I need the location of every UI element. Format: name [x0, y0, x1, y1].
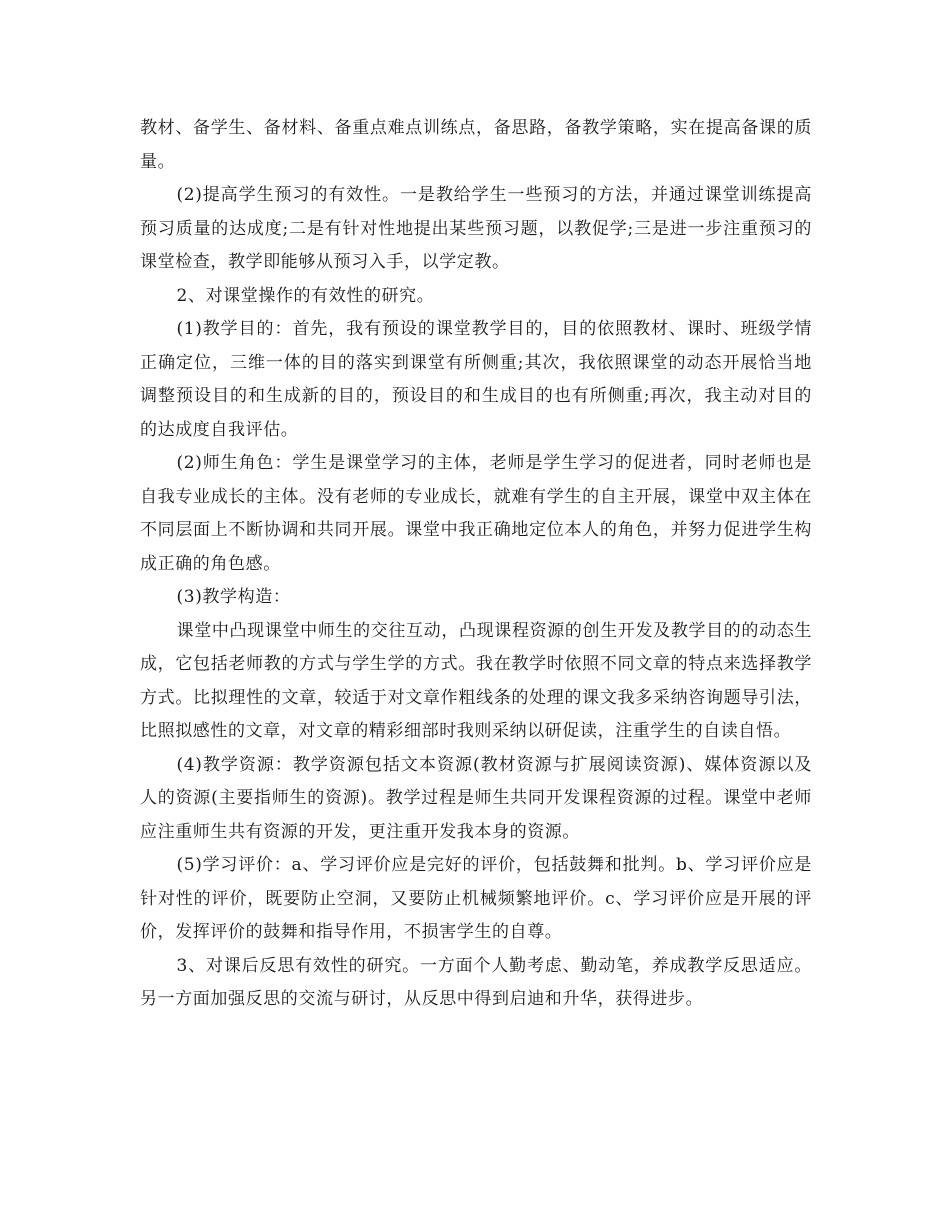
paragraph-8: (4)教学资源：教学资源包括文本资源(教材资源与扩展阅读资源)、媒体资源以及人的资源(主要指师生的资源)。教学过程是师生共同开发课程资源的过程。课堂中老师应注重师生共有资源的开发，更注重开发我本身的资源。	[140, 754, 812, 842]
paragraph-7: 课堂中凸现课堂中师生的交往互动，凸现课程资源的创生开发及教学目的的动态生成，它包括老师教的方式与学生学的方式。我在教学时依照不同文章的特点来选择教学方式。比拟理性的文章，较适于对文章作粗线条的处理的课文我多采纳咨询题导引法，比照拟感性的文章，对文章的精彩细部时我则采纳以研促读，注重学生的自读自悟。	[140, 620, 812, 741]
paragraph-1: 教材、备学生、备材料、备重点难点训练点，备思路，备教学策略，实在提高备课的质量。	[140, 118, 812, 172]
document-body	[140, 112, 812, 1017]
paragraph-6: (3)教学构造：	[176, 587, 291, 607]
paragraph-2: (2)提高学生预习的有效性。一是教给学生一些预习的方法，并通过课堂训练提高预习质量的达成度;二是有针对性地提出某些预习题，以教促学;三是进一步注重预习的课堂检查，教学即能够从预习入手，以学定教。	[140, 185, 812, 272]
paragraph-4: (1)教学目的：首先，我有预设的课堂教学目的，目的依照教材、课时、班级学情正确定位，三维一体的目的落实到课堂有所侧重;其次，我依照课堂的动态开展恰当地调整预设目的和生成新的目的，预设目的和生成目的也有所侧重;再次，我主动对目的的达成度自我评估。	[140, 319, 812, 440]
paragraph-9: (5)学习评价：a、学习评价应是完好的评价，包括鼓舞和批判。b、学习评价应是针对性的评价，既要防止空洞，又要防止机械频繁地评价。c、学习评价应是开展的评价，发挥评价的鼓舞和指导作用，不损害学生的自尊。	[140, 855, 812, 942]
paragraph-3: 2、对课堂操作的有效性的研究。	[176, 285, 435, 306]
paragraph-10: 3、对课后反思有效性的研究。一方面个人勤考虑、勤动笔，养成教学反思适应。另一方面加强反思的交流与研讨，从反思中得到启迪和升华，获得进步。	[140, 955, 812, 1009]
paragraph-5: (2)师生角色：学生是课堂学习的主体，老师是学生学习的促进者，同时老师也是自我专业成长的主体。没有老师的专业成长，就难有学生的自主开展，课堂中双主体在不同层面上不断协调和共同开展。课堂中我正确地定位本人的角色，并努力促进学生构成正确的角色感。	[140, 453, 812, 574]
